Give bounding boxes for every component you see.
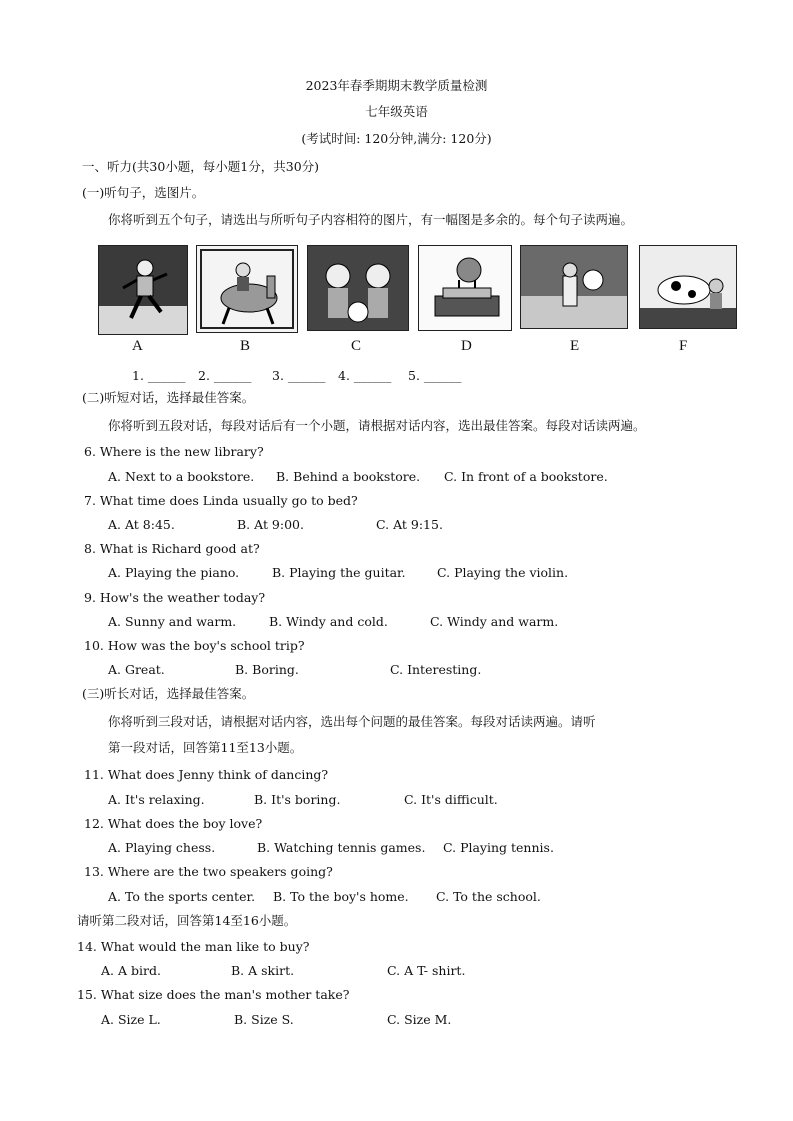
horse-riding-icon (197, 246, 297, 332)
part2-instruction: 你将听到五段对话，每段对话后有一个小题，请根据对话内容，选出最佳答案。每段对话读两遍。 (108, 418, 646, 433)
picture-e (520, 245, 628, 329)
option-11a[interactable]: A. It's relaxing. (108, 792, 205, 807)
picture-label: D (461, 338, 472, 354)
picture-d (418, 245, 512, 331)
question-11: 11. What does Jenny think of dancing? (84, 767, 329, 782)
part3-heading: (三)听长对话，选择最佳答案。 (82, 686, 255, 701)
option-9b[interactable]: B. Windy and cold. (269, 614, 388, 629)
question-9: 9. How's the weather today? (84, 590, 266, 605)
option-10c[interactable]: C. Interesting. (390, 662, 482, 677)
picture-label: B (240, 338, 251, 354)
section-heading: 一、听力(共30小题，每小题1分，共30分) (82, 159, 320, 174)
question-7: 7. What time does Linda usually go to bed? (84, 493, 358, 508)
option-7a[interactable]: A. At 8:45. (108, 517, 175, 532)
option-15b[interactable]: B. Size S. (234, 1012, 294, 1027)
answer-blank[interactable]: 2. ______ (198, 368, 252, 383)
question-12: 12. What does the boy love? (84, 816, 263, 831)
birthday-cake-icon (419, 246, 511, 330)
farm-cow-icon (640, 246, 736, 328)
part3-instruction-line1: 你将听到三段对话，请根据对话内容，选出每个问题的最佳答案。每段对话读两遍。请听 (108, 714, 596, 729)
option-12c[interactable]: C. Playing tennis. (443, 840, 554, 855)
option-14c[interactable]: C. A T- shirt. (387, 963, 466, 978)
ice-skating-boy-icon (99, 246, 187, 334)
answer-blank[interactable]: 1. ______ (132, 368, 186, 383)
option-13c[interactable]: C. To the school. (436, 889, 541, 904)
option-6a[interactable]: A. Next to a bookstore. (108, 469, 255, 484)
question-14: 14. What would the man like to buy? (77, 939, 310, 954)
part1-heading: (一)听句子，选图片。 (82, 185, 205, 200)
picture-label: C (351, 338, 362, 354)
picture-label: E (570, 338, 580, 354)
question-13: 13. Where are the two speakers going? (84, 864, 333, 879)
question-10: 10. How was the boy's school trip? (84, 638, 305, 653)
option-12a[interactable]: A. Playing chess. (108, 840, 216, 855)
beach-people-icon (521, 246, 627, 328)
kids-playing-icon (308, 246, 408, 330)
question-8: 8. What is Richard good at? (84, 541, 260, 556)
exam-subject: 七年级英语 (365, 104, 428, 119)
part2-heading: (二)听短对话，选择最佳答案。 (82, 390, 255, 405)
option-14a[interactable]: A. A bird. (101, 963, 161, 978)
picture-f (639, 245, 737, 329)
option-13b[interactable]: B. To the boy's home. (273, 889, 409, 904)
question-15: 15. What size does the man's mother take? (77, 987, 350, 1002)
picture-b (196, 245, 298, 333)
option-6b[interactable]: B. Behind a bookstore. (276, 469, 421, 484)
answer-blank[interactable]: 3. ______ (272, 368, 326, 383)
option-9c[interactable]: C. Windy and warm. (430, 614, 559, 629)
option-11b[interactable]: B. It's boring. (254, 792, 341, 807)
option-10b[interactable]: B. Boring. (235, 662, 299, 677)
option-8b[interactable]: B. Playing the guitar. (272, 565, 406, 580)
option-7c[interactable]: C. At 9:15. (376, 517, 443, 532)
option-9a[interactable]: A. Sunny and warm. (108, 614, 237, 629)
answer-blank[interactable]: 4. ______ (338, 368, 392, 383)
exam-title: 2023年春季期期末教学质量检测 (305, 78, 488, 93)
option-8a[interactable]: A. Playing the piano. (108, 565, 240, 580)
option-11c[interactable]: C. It's difficult. (404, 792, 498, 807)
picture-c (307, 245, 409, 331)
option-15a[interactable]: A. Size L. (101, 1012, 161, 1027)
part3-instruction-line2: 第一段对话，回答第11至13小题。 (108, 740, 303, 755)
question-6: 6. Where is the new library? (84, 444, 264, 459)
option-14b[interactable]: B. A skirt. (231, 963, 295, 978)
picture-label: F (679, 338, 688, 354)
picture-a (98, 245, 188, 335)
part1-instruction: 你将听到五个句子，请选出与所听句子内容相符的图片，有一幅图是多余的。每个句子读两遍。 (108, 212, 634, 227)
picture-label: A (132, 338, 143, 354)
option-10a[interactable]: A. Great. (108, 662, 165, 677)
option-6c[interactable]: C. In front of a bookstore. (444, 469, 608, 484)
answer-blank[interactable]: 5. ______ (408, 368, 462, 383)
exam-info: (考试时间: 120分钟,满分: 120分) (301, 131, 492, 146)
option-8c[interactable]: C. Playing the violin. (437, 565, 569, 580)
option-15c[interactable]: C. Size M. (387, 1012, 452, 1027)
option-12b[interactable]: B. Watching tennis games. (257, 840, 426, 855)
option-13a[interactable]: A. To the sports center. (108, 889, 256, 904)
option-7b[interactable]: B. At 9:00. (237, 517, 304, 532)
second-dialogue-intro: 请听第二段对话，回答第14至16小题。 (77, 913, 297, 928)
